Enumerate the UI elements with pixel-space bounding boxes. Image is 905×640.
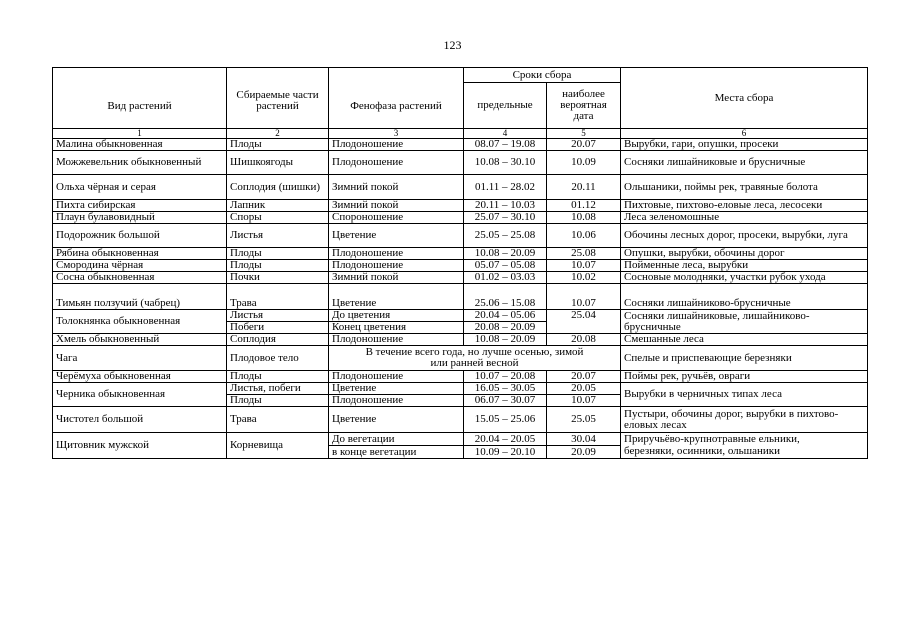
phase-cell: Зимний покой <box>329 272 464 284</box>
table-row <box>53 433 868 446</box>
collection-period-note: В течение всего года, но лучше осенью, зимой или ранней весной <box>329 346 621 371</box>
date-cell: 20.07 <box>547 371 621 383</box>
part-cell: Листья, побеги <box>227 383 329 395</box>
header-phenophase: Фенофаза растений <box>329 68 464 129</box>
places-cell: Сосняки лишайниковые, лишайниково-брусничные <box>621 310 868 334</box>
phase-cell: Плодоношение <box>329 139 464 151</box>
part-cell: Соплодия (шишки) <box>227 175 329 200</box>
phase-cell: До вегетации <box>329 433 464 446</box>
limit-cell: 16.05 – 30.05 <box>464 383 547 395</box>
limit-cell: 05.07 – 05.08 <box>464 260 547 272</box>
places-cell: Пихтовые, пихтово-еловые леса, лесосеки <box>621 200 868 212</box>
date-cell: 20.09 <box>547 446 621 459</box>
phase-cell: Плодоношение <box>329 395 464 407</box>
date-cell: 20.07 <box>547 139 621 151</box>
date-cell: 25.05 <box>547 407 621 433</box>
phase-cell: Цветение <box>329 224 464 248</box>
table-row <box>53 346 868 371</box>
phase-cell: Цветение <box>329 407 464 433</box>
page-number: 123 <box>443 38 462 52</box>
date-cell: 10.06 <box>547 224 621 248</box>
column-number: 1 <box>53 129 227 139</box>
date-cell: 10.07 <box>547 260 621 272</box>
table-row <box>53 139 868 151</box>
part-cell: Плоды <box>227 395 329 407</box>
date-cell: 20.08 <box>547 334 621 346</box>
column-number: 3 <box>329 129 464 139</box>
species-cell: Сосна обыкновенная <box>53 272 227 284</box>
plant-collection-table <box>52 67 868 459</box>
table-row <box>53 383 868 395</box>
limit-cell: 06.07 – 30.07 <box>464 395 547 407</box>
species-cell: Плаун булавовидный <box>53 212 227 224</box>
limit-cell: 10.07 – 20.08 <box>464 371 547 383</box>
date-cell: 10.07 <box>547 395 621 407</box>
species-cell: Чистотел большой <box>53 407 227 433</box>
species-cell: Малина обыкновенная <box>53 139 227 151</box>
species-cell: Рябина обыкновенная <box>53 248 227 260</box>
limit-cell: 10.08 – 20.09 <box>464 248 547 260</box>
phase-cell: Плодоношение <box>329 151 464 175</box>
table-row <box>53 272 868 284</box>
places-cell: Ольшаники, поймы рек, травяные болота <box>621 175 868 200</box>
part-cell: Соплодия <box>227 334 329 346</box>
date-cell: 10.09 <box>547 151 621 175</box>
part-cell: Почки <box>227 272 329 284</box>
species-cell: Щитовник мужской <box>53 433 227 459</box>
part-cell: Трава <box>227 284 329 310</box>
limit-cell: 15.05 – 25.06 <box>464 407 547 433</box>
date-cell: 30.04 <box>547 433 621 446</box>
phase-cell: в конце вегетации <box>329 446 464 459</box>
places-cell: Сосновые молодняки, участки рубок ухода <box>621 272 868 284</box>
places-cell: Приручьёво-крупнотравные ельники, <box>621 433 868 446</box>
places-cell: Вырубки в черничных типах леса <box>621 383 868 407</box>
species-cell: Ольха чёрная и серая <box>53 175 227 200</box>
header-parts: Сбираемые части растений <box>227 68 329 129</box>
part-cell: Шишкоягоды <box>227 151 329 175</box>
limit-cell: 20.04 – 20.05 <box>464 433 547 446</box>
part-cell: Плоды <box>227 139 329 151</box>
table-row <box>53 260 868 272</box>
part-cell: Листья <box>227 224 329 248</box>
species-cell: Пихта сибирская <box>53 200 227 212</box>
places-cell: Пойменные леса, вырубки <box>621 260 868 272</box>
column-number: 2 <box>227 129 329 139</box>
phase-cell: Цветение <box>329 383 464 395</box>
date-cell: 10.02 <box>547 272 621 284</box>
species-cell: Можжевельник обыкновенный <box>53 151 227 175</box>
places-cell: березняки, осинники, ольшаники <box>621 446 868 459</box>
limit-cell: 25.05 – 25.08 <box>464 224 547 248</box>
date-cell: 01.12 <box>547 200 621 212</box>
table-row <box>53 248 868 260</box>
places-cell: Вырубки, гари, опушки, просеки <box>621 139 868 151</box>
header-places: Места сбора <box>621 68 868 129</box>
limit-cell: 20.08 – 20.09 <box>464 322 547 334</box>
species-cell: Толокнянка обыкновенная <box>53 310 227 334</box>
table-row <box>53 200 868 212</box>
table-row <box>53 310 868 322</box>
phase-cell: Плодоношение <box>329 334 464 346</box>
species-cell: Черёмуха обыкновенная <box>53 371 227 383</box>
part-cell: Листья <box>227 310 329 322</box>
part-cell: Корневища <box>227 433 329 459</box>
places-cell: Смешанные леса <box>621 334 868 346</box>
part-cell: Плоды <box>227 371 329 383</box>
header-species: Вид растений <box>53 68 227 129</box>
table-row <box>53 407 868 433</box>
table-row <box>53 371 868 383</box>
limit-cell: 25.07 – 30.10 <box>464 212 547 224</box>
column-number: 4 <box>464 129 547 139</box>
places-cell: Леса зеленомошные <box>621 212 868 224</box>
header-likely-date: наиболее вероятная дата <box>547 83 621 129</box>
limit-cell: 10.09 – 20.10 <box>464 446 547 459</box>
limit-cell: 20.04 – 05.06 <box>464 310 547 322</box>
column-number: 6 <box>621 129 868 139</box>
phase-cell: Цветение <box>329 284 464 310</box>
table-row <box>53 151 868 175</box>
limit-cell: 01.02 – 03.03 <box>464 272 547 284</box>
part-cell: Плоды <box>227 260 329 272</box>
date-cell: 25.04 <box>547 310 621 334</box>
limit-cell: 25.06 – 15.08 <box>464 284 547 310</box>
places-cell: Спелые и приспевающие березняки <box>621 346 868 371</box>
column-number: 5 <box>547 129 621 139</box>
species-cell: Тимьян ползучий (чабрец) <box>53 284 227 310</box>
phase-cell: Конец цветения <box>329 322 464 334</box>
table-row <box>53 334 868 346</box>
table-row <box>53 212 868 224</box>
date-cell: 20.05 <box>547 383 621 395</box>
phase-cell: Плодоношение <box>329 248 464 260</box>
species-cell: Хмель обыкновенный <box>53 334 227 346</box>
places-cell: Сосняки лишайниково-брусничные <box>621 284 868 310</box>
part-cell: Плоды <box>227 248 329 260</box>
places-cell: Сосняки лишайниковые и брусничные <box>621 151 868 175</box>
date-cell: 10.07 <box>547 284 621 310</box>
limit-cell: 01.11 – 28.02 <box>464 175 547 200</box>
column-number-row <box>53 129 868 139</box>
places-cell: Поймы рек, ручьёв, овраги <box>621 371 868 383</box>
phase-cell: Спороношение <box>329 212 464 224</box>
part-cell: Споры <box>227 212 329 224</box>
limit-cell: 08.07 – 19.08 <box>464 139 547 151</box>
date-cell: 20.11 <box>547 175 621 200</box>
part-cell: Побеги <box>227 322 329 334</box>
limit-cell: 10.08 – 20.09 <box>464 334 547 346</box>
phase-cell: Зимний покой <box>329 175 464 200</box>
species-cell: Подорожник большой <box>53 224 227 248</box>
part-cell: Плодовое тело <box>227 346 329 371</box>
species-cell: Черника обыкновенная <box>53 383 227 407</box>
places-cell: Обочины лесных дорог, просеки, вырубки, луга <box>621 224 868 248</box>
places-cell: Пустыри, обочины дорог, вырубки в пихтово-еловых лесах <box>621 407 868 433</box>
places-cell: Опушки, вырубки, обочины дорог <box>621 248 868 260</box>
limit-cell: 10.08 – 30.10 <box>464 151 547 175</box>
part-cell: Лапник <box>227 200 329 212</box>
table-row <box>53 224 868 248</box>
limit-cell: 20.11 – 10.03 <box>464 200 547 212</box>
table-row <box>53 175 868 200</box>
phase-cell: Плодоношение <box>329 371 464 383</box>
species-cell: Чага <box>53 346 227 371</box>
part-cell: Трава <box>227 407 329 433</box>
phase-cell: До цветения <box>329 310 464 322</box>
date-cell: 10.08 <box>547 212 621 224</box>
phase-cell: Плодоношение <box>329 260 464 272</box>
species-cell: Смородина чёрная <box>53 260 227 272</box>
table-row <box>53 284 868 310</box>
header-limit: предельные <box>464 83 547 129</box>
date-cell: 25.08 <box>547 248 621 260</box>
phase-cell: Зимний покой <box>329 200 464 212</box>
header-collection-period: Сроки сбора <box>464 68 621 83</box>
